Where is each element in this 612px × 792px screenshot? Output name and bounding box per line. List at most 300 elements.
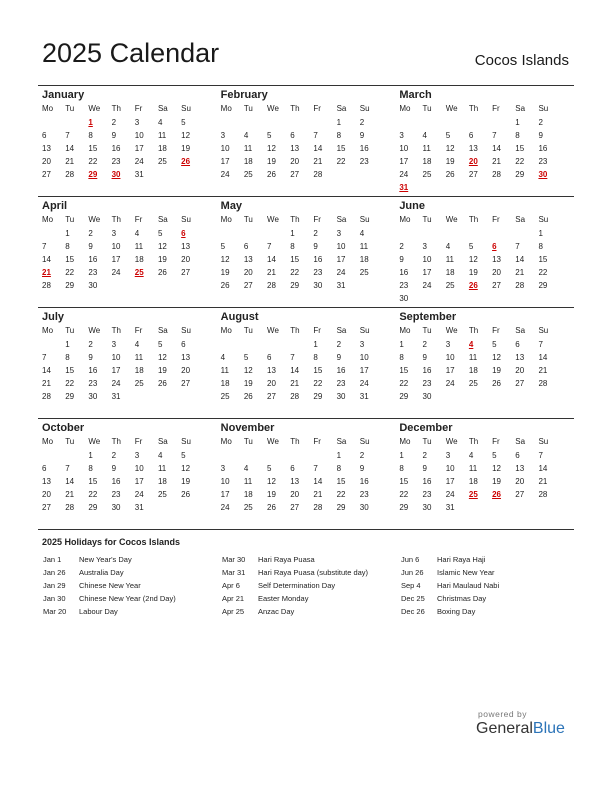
holiday-date: Jun 26: [401, 568, 424, 577]
day-cell: [492, 292, 515, 305]
holiday-date: Sep 4: [401, 581, 421, 590]
week-row: [221, 129, 396, 142]
day-cell: 29: [399, 503, 409, 512]
day-cell: [158, 390, 181, 403]
day-cell: 9: [336, 353, 342, 362]
day-cell: 26: [243, 392, 253, 401]
day-cell: 28: [538, 379, 548, 388]
day-cell: [313, 116, 336, 129]
weekday-label: Tu: [243, 215, 253, 224]
weekday-label: Sa: [336, 326, 347, 335]
holiday-date: Mar 30: [222, 555, 246, 564]
holiday-name: Australia Day: [79, 568, 124, 577]
weekday-label: Tu: [243, 104, 253, 113]
day-cell: 15: [538, 255, 548, 264]
week-row: [221, 364, 396, 377]
day-cell: 16: [422, 366, 432, 375]
weekday-label: Fr: [134, 215, 143, 224]
day-cell: 23: [88, 268, 98, 277]
day-cell: 30: [422, 392, 432, 401]
day-cell: 16: [538, 144, 548, 153]
weekday-label: Th: [290, 215, 300, 224]
day-cell: 21: [65, 157, 75, 166]
day-cell: 7: [313, 131, 318, 140]
weekday-label: Mo: [399, 326, 411, 335]
day-cell: 7: [65, 464, 70, 473]
week-row: [221, 142, 396, 155]
week-row: [42, 462, 217, 475]
holiday-name: Labour Day: [79, 607, 118, 616]
week-row: [221, 501, 396, 514]
day-cell: 15: [65, 255, 75, 264]
day-cell: 6: [42, 131, 47, 140]
week-row: [221, 227, 396, 240]
day-cell: 15: [336, 477, 346, 486]
day-cell: 4: [359, 229, 365, 238]
holiday-name: Islamic New Year: [437, 568, 495, 577]
week-row: [42, 227, 217, 240]
day-cell: [515, 292, 538, 305]
day-cell: 27: [468, 170, 478, 179]
day-cell: 1: [336, 451, 342, 460]
day-cell: 14: [290, 366, 300, 375]
week-row: [399, 390, 574, 403]
day-cell: 28: [313, 170, 323, 179]
day-cell: 27: [515, 490, 525, 499]
weekday-label: Sa: [157, 326, 168, 335]
day-cell: [42, 116, 65, 129]
day-cell: 2: [422, 340, 427, 349]
day-cell: [221, 449, 244, 462]
day-cell: 10: [220, 477, 230, 486]
day-cell: 4: [468, 451, 474, 460]
day-cell: 7: [538, 451, 543, 460]
day-cell: 27: [515, 379, 525, 388]
day-cell: 15: [88, 144, 98, 153]
day-cell: 4: [445, 242, 451, 251]
day-cell: 30: [336, 392, 346, 401]
day-cell: 30: [399, 294, 409, 303]
day-cell: [290, 338, 313, 351]
week-row: [42, 116, 217, 129]
holiday-name: Self Determination Day: [258, 581, 336, 590]
day-cell: 17: [359, 366, 369, 375]
day-cell: 20: [492, 268, 501, 277]
day-cell: [492, 501, 515, 514]
day-cell: 11: [220, 366, 229, 375]
weekday-header: [42, 213, 217, 227]
weekday-label: We: [267, 215, 279, 224]
day-cell: 2: [88, 229, 93, 238]
day-cell: 7: [290, 353, 295, 362]
holiday-day-cell: 29: [88, 170, 98, 179]
week-row: [399, 155, 574, 168]
day-cell: 26: [220, 281, 230, 290]
day-cell: 27: [42, 170, 51, 179]
day-cell: 18: [468, 366, 478, 375]
day-cell: 9: [422, 464, 427, 473]
day-cell: [221, 338, 244, 351]
day-cell: 30: [359, 503, 369, 512]
day-cell: 1: [399, 340, 404, 349]
month-october: [38, 419, 217, 529]
day-cell: 17: [134, 477, 144, 486]
day-cell: 22: [290, 268, 300, 277]
day-cell: [158, 501, 181, 514]
day-cell: 30: [88, 281, 98, 290]
day-cell: 22: [65, 268, 75, 277]
weekday-label: We: [445, 437, 458, 446]
holiday-name: Chinese New Year: [79, 581, 141, 590]
day-cell: 20: [290, 490, 300, 499]
generalblue-logo[interactable]: [476, 720, 565, 738]
day-cell: 24: [111, 268, 121, 277]
day-cell: 25: [359, 268, 369, 277]
weekday-label: We: [445, 215, 458, 224]
day-cell: 21: [492, 157, 501, 166]
day-cell: [492, 390, 515, 403]
day-cell: 22: [313, 379, 323, 388]
day-cell: 22: [515, 157, 525, 166]
day-cell: 20: [515, 477, 525, 486]
day-cell: 7: [42, 353, 47, 362]
day-cell: [267, 116, 290, 129]
week-row: [42, 377, 217, 390]
holiday-item: [43, 592, 176, 605]
day-cell: 18: [243, 490, 253, 499]
weekday-label: Su: [538, 437, 549, 446]
day-cell: 24: [336, 268, 346, 277]
day-cell: 27: [290, 503, 300, 512]
day-cell: [267, 227, 290, 240]
day-cell: 11: [422, 144, 431, 153]
week-row: [399, 266, 574, 279]
day-cell: 23: [422, 490, 432, 499]
month-name: June: [399, 200, 425, 212]
day-cell: 29: [538, 281, 548, 290]
day-cell: 28: [42, 281, 51, 290]
week-row: [42, 155, 217, 168]
day-cell: 12: [492, 464, 501, 473]
day-cell: 2: [359, 451, 365, 460]
day-cell: 13: [468, 144, 478, 153]
day-cell: 21: [313, 157, 323, 166]
day-cell: 21: [290, 379, 300, 388]
day-cell: 23: [111, 490, 121, 499]
day-cell: 19: [243, 379, 253, 388]
day-cell: 21: [65, 490, 75, 499]
day-cell: [65, 116, 88, 129]
day-cell: 31: [111, 392, 121, 401]
weekday-label: Sa: [157, 215, 168, 224]
day-cell: [469, 501, 492, 514]
month-february: [217, 86, 396, 196]
day-cell: 22: [336, 157, 346, 166]
day-cell: 29: [65, 392, 75, 401]
day-cell: 29: [88, 503, 98, 512]
day-cell: 24: [399, 170, 409, 179]
holiday-name: Boxing Day: [437, 607, 476, 616]
day-cell: 7: [65, 131, 70, 140]
weekday-label: Th: [290, 104, 300, 113]
day-cell: 5: [267, 464, 272, 473]
day-cell: 5: [157, 229, 163, 238]
day-cell: 8: [336, 464, 342, 473]
day-cell: 20: [267, 379, 276, 388]
week-row: [42, 351, 217, 364]
week-row: [42, 488, 217, 501]
holiday-column-3: [401, 553, 499, 618]
day-cell: 8: [538, 242, 543, 251]
day-cell: 14: [65, 144, 75, 153]
day-cell: 14: [538, 464, 548, 473]
weekday-label: Mo: [220, 326, 232, 335]
day-cell: 16: [359, 477, 369, 486]
day-cell: 10: [111, 353, 121, 362]
calendar-grid: [38, 85, 574, 530]
month-row: [38, 196, 574, 307]
day-cell: 9: [399, 255, 404, 264]
weekday-label: We: [267, 326, 279, 335]
weekday-label: Su: [359, 437, 370, 446]
day-cell: 19: [445, 157, 455, 166]
logo-blue: Blue: [532, 720, 565, 737]
weekday-label: Sa: [157, 104, 168, 113]
weekday-label: Sa: [336, 104, 347, 113]
day-cell: 12: [492, 353, 501, 362]
day-cell: 1: [313, 340, 318, 349]
day-cell: 25: [468, 379, 478, 388]
weekday-header: [42, 102, 217, 116]
day-cell: 12: [157, 353, 167, 362]
day-cell: 23: [336, 379, 346, 388]
weekday-label: Tu: [65, 326, 75, 335]
weekday-label: Sa: [515, 215, 526, 224]
week-row: [221, 351, 396, 364]
holiday-day-cell: 1: [88, 118, 93, 127]
day-cell: 25: [243, 503, 253, 512]
day-cell: [469, 227, 492, 240]
day-cell: 19: [181, 144, 191, 153]
day-cell: [423, 116, 446, 129]
week-row: [221, 279, 396, 292]
day-cell: 11: [134, 242, 144, 251]
day-cell: 12: [267, 477, 276, 486]
day-cell: 16: [111, 144, 121, 153]
day-cell: 3: [422, 242, 427, 251]
day-cell: [492, 181, 515, 194]
week-row: [399, 338, 574, 351]
day-cell: [446, 292, 469, 305]
day-cell: 15: [336, 144, 346, 153]
weekday-label: Th: [290, 326, 300, 335]
holiday-name: New Year's Day: [79, 555, 132, 564]
day-cell: 19: [468, 268, 478, 277]
day-cell: 3: [445, 340, 451, 349]
day-cell: 2: [111, 451, 117, 460]
week-row: [221, 338, 396, 351]
week-row: [42, 390, 217, 403]
holiday-date: Mar 20: [43, 607, 67, 616]
powered-by-text: powered by: [478, 709, 527, 719]
day-cell: 12: [181, 131, 191, 140]
day-cell: 29: [313, 392, 323, 401]
holiday-day-cell: 6: [181, 229, 186, 238]
weekday-label: Th: [111, 104, 121, 113]
day-cell: 15: [65, 366, 75, 375]
day-cell: 12: [267, 144, 276, 153]
day-cell: 17: [336, 255, 346, 264]
day-cell: 21: [538, 477, 548, 486]
day-cell: 19: [181, 477, 191, 486]
day-cell: 23: [399, 281, 409, 290]
day-cell: [244, 227, 267, 240]
weekday-header: [221, 102, 396, 116]
day-cell: 2: [111, 118, 117, 127]
month-december: [395, 419, 574, 529]
holiday-day-cell: 25: [468, 490, 478, 499]
holiday-item: [43, 579, 176, 592]
day-cell: 17: [111, 366, 121, 375]
week-row: [221, 168, 396, 181]
day-cell: [446, 390, 469, 403]
day-cell: [492, 227, 515, 240]
day-cell: 25: [422, 170, 432, 179]
weekday-label: Sa: [336, 437, 347, 446]
day-cell: 19: [492, 477, 501, 486]
weekday-label: Fr: [492, 104, 500, 113]
day-cell: [65, 449, 88, 462]
month-may: [217, 197, 396, 307]
holiday-date: Apr 21: [222, 594, 245, 603]
day-cell: 5: [220, 242, 226, 251]
day-cell: 24: [220, 170, 230, 179]
day-cell: 1: [515, 118, 520, 127]
day-cell: 4: [134, 229, 140, 238]
day-cell: [515, 390, 538, 403]
day-cell: 6: [267, 353, 272, 362]
week-row: [42, 253, 217, 266]
day-cell: 3: [111, 340, 117, 349]
day-cell: [221, 227, 244, 240]
day-cell: [446, 227, 469, 240]
day-cell: 29: [399, 392, 409, 401]
day-cell: 27: [243, 281, 253, 290]
day-cell: 5: [181, 451, 186, 460]
day-cell: 25: [243, 170, 253, 179]
weekday-label: Fr: [134, 104, 143, 113]
day-cell: 3: [220, 131, 226, 140]
day-cell: 26: [492, 379, 501, 388]
day-cell: 25: [134, 379, 144, 388]
day-cell: [469, 116, 492, 129]
month-name: October: [42, 422, 85, 434]
day-cell: 12: [181, 464, 191, 473]
weekday-header: [399, 102, 574, 116]
week-row: [221, 462, 396, 475]
week-row: [221, 475, 396, 488]
weekday-label: We: [267, 104, 279, 113]
weekday-label: Mo: [399, 215, 411, 224]
day-cell: 5: [181, 118, 186, 127]
day-cell: 8: [88, 131, 93, 140]
weekday-label: Fr: [313, 104, 321, 113]
holidays-title: 2025 Holidays for Cocos Islands: [42, 537, 181, 547]
day-cell: 31: [445, 503, 455, 512]
day-cell: 9: [359, 131, 365, 140]
holiday-item: [43, 605, 176, 618]
day-cell: 11: [157, 464, 167, 473]
week-row: [399, 240, 574, 253]
day-cell: 14: [42, 255, 51, 264]
day-cell: 13: [243, 255, 253, 264]
day-cell: 14: [313, 477, 323, 486]
holiday-day-cell: 21: [42, 268, 51, 277]
day-cell: 4: [422, 131, 427, 140]
day-cell: 3: [445, 451, 451, 460]
day-cell: 6: [181, 340, 186, 349]
day-cell: 11: [134, 353, 144, 362]
day-cell: [538, 390, 561, 403]
day-cell: 22: [88, 490, 98, 499]
day-cell: 3: [134, 451, 140, 460]
day-cell: [221, 116, 244, 129]
day-cell: 25: [220, 392, 230, 401]
day-cell: 10: [134, 131, 144, 140]
week-row: [399, 364, 574, 377]
day-cell: 3: [336, 229, 342, 238]
day-cell: 11: [243, 477, 253, 486]
day-cell: 23: [313, 268, 323, 277]
day-cell: 10: [134, 464, 144, 473]
day-cell: 7: [515, 242, 520, 251]
day-cell: 19: [492, 366, 501, 375]
holiday-item: [401, 579, 499, 592]
week-row: [221, 377, 396, 390]
day-cell: 22: [336, 490, 346, 499]
weekday-label: Th: [111, 215, 121, 224]
day-cell: 11: [243, 144, 253, 153]
day-cell: 24: [220, 503, 230, 512]
month-name: December: [399, 422, 453, 434]
week-row: [399, 279, 574, 292]
day-cell: [181, 168, 204, 181]
day-cell: [538, 181, 561, 194]
week-row: [399, 116, 574, 129]
week-row: [399, 462, 574, 475]
day-cell: [538, 501, 561, 514]
day-cell: 15: [399, 366, 409, 375]
day-cell: 17: [399, 157, 409, 166]
day-cell: 11: [359, 242, 369, 251]
weekday-label: Th: [111, 326, 121, 335]
day-cell: [515, 501, 538, 514]
weekday-label: Fr: [313, 437, 321, 446]
day-cell: [469, 292, 492, 305]
day-cell: 6: [468, 131, 474, 140]
day-cell: 20: [42, 157, 51, 166]
day-cell: 17: [445, 477, 455, 486]
week-row: [221, 488, 396, 501]
day-cell: 9: [359, 464, 365, 473]
day-cell: [423, 292, 446, 305]
day-cell: 19: [157, 255, 167, 264]
week-row: [399, 449, 574, 462]
weekday-label: We: [88, 104, 101, 113]
day-cell: [267, 338, 290, 351]
day-cell: 13: [42, 144, 51, 153]
day-cell: [446, 181, 469, 194]
